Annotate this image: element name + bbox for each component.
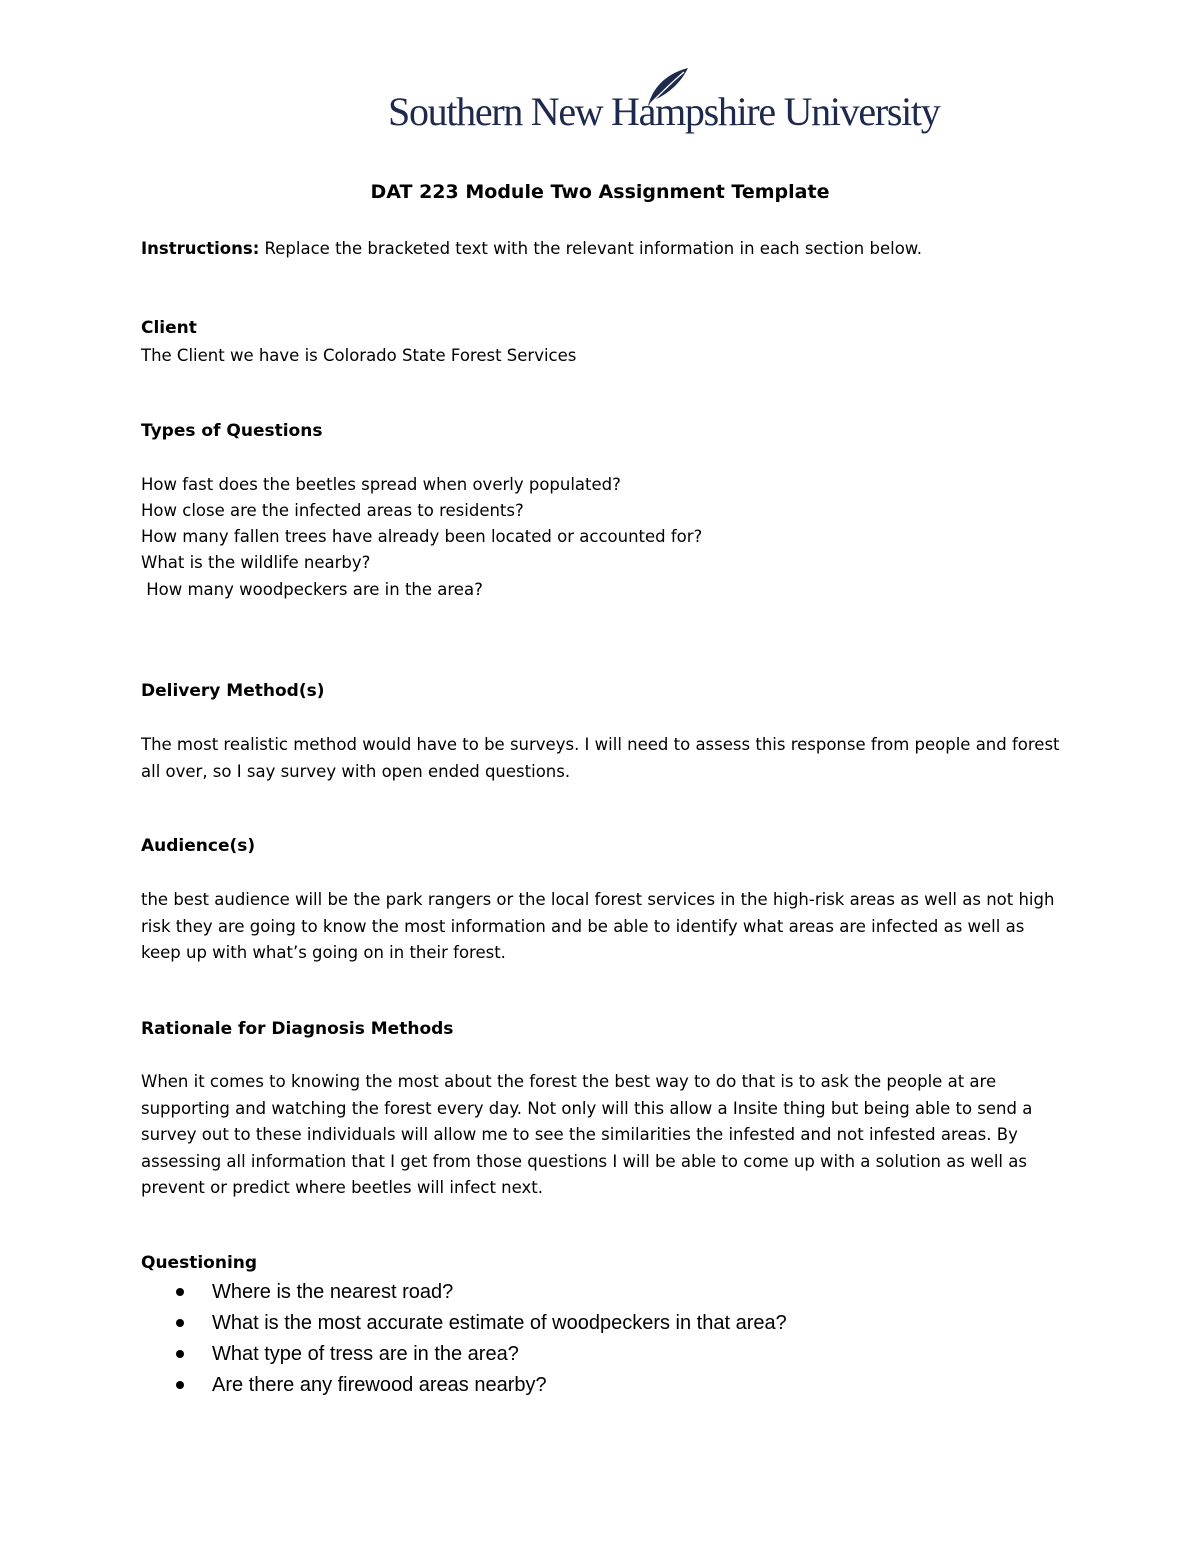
bullet-icon — [176, 1381, 184, 1389]
list-item-text: What is the most accurate estimate of woodpeckers in that area? — [212, 1312, 787, 1334]
audience-heading: Audience(s) — [141, 836, 256, 856]
question-line: How many woodpeckers are in the area? — [141, 580, 483, 599]
document-title: DAT 223 Module Two Assignment Template — [370, 181, 830, 203]
question-line: How many fallen trees have already been located or accounted for? — [141, 527, 703, 546]
bullet-icon — [176, 1319, 184, 1327]
list-item-text: What type of tress are in the area? — [212, 1343, 519, 1365]
audience-text: the best audience will be the park rangers or the local forest services in the high-risk areas as well as not high risk they are going to know the most information and be able to identify what areas are infected as well as keep up with what’s going on in their forest. — [141, 890, 1055, 962]
list-item — [141, 1277, 1041, 1308]
delivery-method-text: The most realistic method would have to be surveys. I will need to assess this response from people and forest all over, so I say survey with open ended questions. — [141, 735, 1060, 781]
instructions-label: Instructions: — [141, 239, 260, 258]
questioning-heading: Questioning — [141, 1253, 258, 1273]
rationale-text: When it comes to knowing the most about the forest the best way to do that is to ask the people at are supporting and watching the forest every day. Not only will this allow a Insite thing but being able to send a survey out to these individuals will allow me to see the similarities the infested and not infested areas. By assessing all information that I get from those questions I will be able to come up with a solution as well as prevent or predict where beetles will infect next. — [141, 1072, 1033, 1197]
questioning-list — [141, 1277, 1041, 1401]
question-line: What is the wildlife nearby? — [141, 553, 371, 572]
client-text: The Client we have is Colorado State Forest Services — [141, 346, 577, 365]
bullet-icon — [176, 1350, 184, 1358]
list-item — [141, 1370, 1041, 1401]
instructions-text: Replace the bracketed text with the relevant information in each section below. — [259, 239, 923, 258]
instructions-paragraph — [141, 236, 1061, 263]
list-item — [141, 1339, 1041, 1370]
list-item — [141, 1308, 1041, 1339]
list-item-text: Where is the nearest road? — [212, 1281, 454, 1303]
delivery-method-heading: Delivery Method(s) — [141, 681, 325, 701]
question-line: How close are the infected areas to residents? — [141, 501, 524, 520]
university-logo — [388, 66, 940, 142]
list-item-text: Are there any firewood areas nearby? — [212, 1374, 547, 1396]
bullet-icon — [176, 1288, 184, 1296]
question-line: How fast does the beetles spread when overly populated? — [141, 475, 621, 494]
rationale-heading: Rationale for Diagnosis Methods — [141, 1019, 454, 1039]
types-of-questions-heading: Types of Questions — [141, 421, 323, 441]
logo-wordmark: Southern New Hampshire University — [388, 89, 940, 134]
client-heading: Client — [141, 318, 197, 338]
